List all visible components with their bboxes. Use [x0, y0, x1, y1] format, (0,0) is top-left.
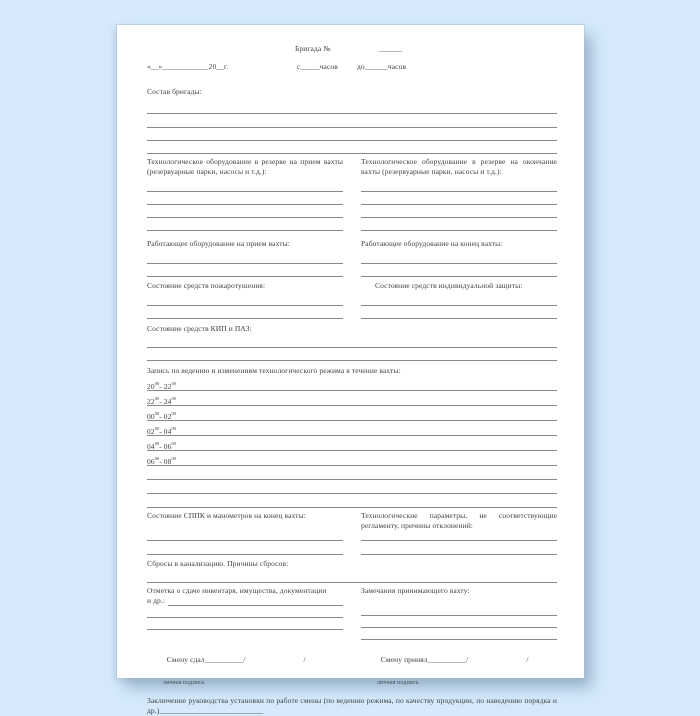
blank-field-line — [168, 605, 343, 606]
form-header — [147, 41, 557, 87]
reserve-equipment-right-label: Технологическое оборудование в резерве на окончание вахты (резервуарные парки, насосы и т.д.): — [361, 157, 557, 176]
blank-field-line — [361, 607, 557, 616]
signature-accepted — [361, 645, 557, 688]
time-range-label: $06^{00}-$ $08^{00}$ — [147, 456, 176, 466]
shift-handed-label: Смену сдал__________/ — [166, 655, 246, 664]
handover-left — [147, 586, 343, 640]
blank-field-line — [147, 251, 343, 264]
handover-section — [147, 586, 557, 640]
blank-field-line — [147, 348, 557, 361]
safety-means-section — [147, 281, 557, 319]
inventory-label-line1: Отметка о сдаче инвентаря, имущества, документации — [147, 586, 327, 595]
incoming-remarks-label: Замечания принимающего вахту: — [361, 586, 470, 595]
running-equipment-right-label: Работающее оборудование на конец вахты: — [361, 239, 503, 248]
blank-field-line — [147, 205, 343, 218]
handover-right — [361, 586, 557, 640]
signatures-section — [147, 645, 557, 688]
signature-slash: / — [526, 655, 529, 664]
time-row — [147, 421, 557, 436]
blank-field-line — [361, 532, 557, 541]
time-range-label: $00^{00}-$ $02^{00}$ — [147, 411, 176, 421]
blank-field-line — [361, 293, 557, 306]
shift-handed-row — [147, 645, 343, 675]
time-range-label: $02^{00}-$ $04^{00}$ — [147, 426, 176, 436]
time-row — [147, 376, 557, 391]
running-equipment-left-label: Работающее оборудование на прием вахты: — [147, 239, 290, 248]
time-range-label: $04^{00}-$ $06^{00}$ — [147, 441, 176, 451]
drains-section — [147, 559, 557, 583]
blank-field-line — [147, 218, 343, 231]
date-blank: «__»____________20__г. — [147, 62, 229, 71]
blank-field-line — [361, 264, 557, 277]
time-row — [147, 391, 557, 406]
blank-field-line — [147, 480, 557, 494]
running-equipment-section — [147, 239, 557, 277]
shift-accepted-row — [361, 645, 557, 675]
signature-slash: / — [303, 655, 306, 664]
crew-lines — [147, 100, 557, 154]
process-parameters-label: Технологические параметры, не соответствующие регламенту, причины отклонений: — [361, 511, 557, 530]
blank-field-line — [361, 616, 557, 628]
blank-field-line — [147, 128, 557, 141]
time-row — [147, 436, 557, 451]
sppk-label: Состояние СППК и манометров на конец вахты: — [147, 511, 306, 520]
blank-field-line — [147, 532, 343, 541]
blank-field-line — [147, 541, 343, 555]
reserve-equipment-right — [361, 157, 557, 231]
blank-field-line — [361, 179, 557, 192]
blank-field-line — [147, 466, 557, 480]
running-equipment-right — [361, 239, 557, 277]
kip-section-label: Состояние средств КИП и ПАЗ: — [147, 324, 252, 333]
inventory-label-line2: и др.: — [147, 596, 166, 605]
safety-means-left — [147, 281, 343, 319]
drains-section-label: Сбросы в канализацию. Причины сбросов: — [147, 559, 289, 568]
time-row — [147, 406, 557, 421]
shift-from-hours: с_____часов — [297, 62, 338, 71]
blank-field-line — [361, 306, 557, 319]
blank-field-line — [361, 192, 557, 205]
crew-section-label: Состав бригады: — [147, 87, 202, 96]
blank-field-line — [147, 114, 557, 128]
personal-signature-caption: личная подпись — [163, 680, 205, 686]
blank-field-line — [147, 606, 343, 618]
blank-field-line — [361, 251, 557, 264]
form-content — [117, 25, 584, 715]
blank-field-line — [147, 569, 557, 583]
safety-means-right — [361, 281, 557, 319]
timelog-section-label: Запись по ведению и изменениям технологического режима в течение вахты: — [147, 366, 401, 375]
blank-field-line — [147, 334, 557, 348]
shift-to-hours: до______часов — [357, 62, 407, 71]
form-page — [117, 25, 584, 715]
timelog-section — [147, 366, 557, 508]
brigade-number-label: Бригада № — [295, 44, 331, 53]
personal-signature-caption: личная подпись — [377, 680, 419, 686]
running-equipment-left — [147, 239, 343, 277]
blank-field-line — [361, 218, 557, 231]
reserve-equipment-left — [147, 157, 343, 231]
sppk-right — [361, 511, 557, 555]
shift-accepted-label: Смену принял__________/ — [380, 655, 469, 664]
blank-field-line — [361, 205, 557, 218]
time-row — [147, 451, 557, 466]
blank-field-line — [147, 306, 343, 319]
fire-safety-label: Состояние средств пожаротушения: — [147, 281, 266, 290]
blank-field-line — [147, 192, 343, 205]
time-range-label: $22^{00}-$ $24^{00}$ — [147, 396, 176, 406]
brigade-number-blank: ______ — [379, 44, 403, 53]
blank-field-line — [147, 494, 557, 508]
time-range-label: $20^{00}-$ $22^{00}$ — [147, 381, 176, 391]
kip-section — [147, 324, 557, 361]
blank-field-line — [147, 100, 557, 114]
sppk-left — [147, 511, 343, 555]
blank-field-line — [147, 179, 343, 192]
blank-field-line — [361, 628, 557, 640]
inventory-label-line2-row — [147, 596, 343, 606]
reserve-equipment-left-label: Технологическое оборудование в резерве на прием вахты (резервуарные парки, насосы и т.д.): — [147, 157, 343, 176]
reserve-equipment-section — [147, 157, 557, 231]
individual-protection-label: Состояние средств индивидуальной защиты: — [375, 281, 523, 290]
blank-field-line — [147, 141, 557, 154]
blank-field-line — [147, 618, 343, 630]
sppk-section — [147, 511, 557, 555]
management-conclusion-label: Заключение руководства установки по работе смены (по ведению режима, по качеству продукции, по наведению порядка и др.)___________________________ — [147, 696, 557, 715]
blank-field-line — [361, 541, 557, 555]
blank-field-line — [147, 264, 343, 277]
signature-handed — [147, 645, 343, 688]
blank-field-line — [147, 293, 343, 306]
